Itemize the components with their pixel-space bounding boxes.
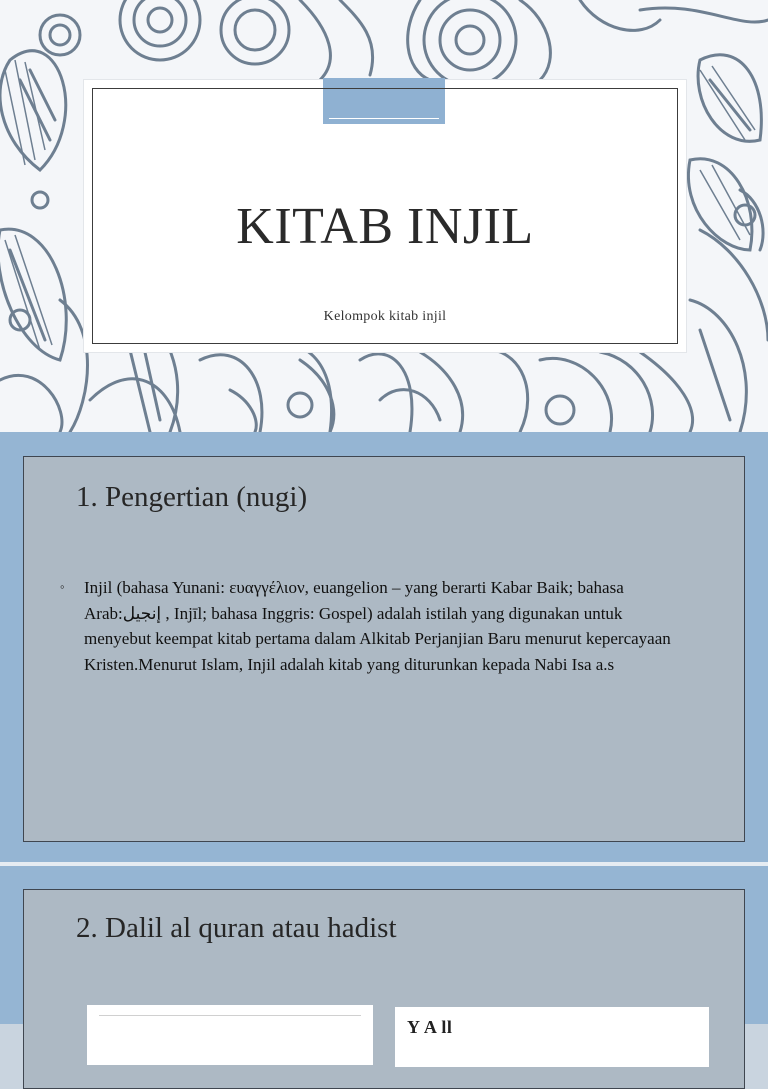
slide-heading: 1. Pengertian (nugi) [76,481,308,513]
title-card-border [92,88,678,344]
slide-heading: 2. Dalil al quran atau hadist [76,912,397,944]
slide-title: KITAB INJIL [236,198,534,255]
slide-pengertian [0,432,768,864]
bullet-icon: ◦ [60,579,65,594]
content-box [23,889,745,1089]
slide-dalil [0,866,768,1037]
bullet-item [60,575,690,677]
panel-right-text: Y A ll [407,1017,453,1037]
title-card [84,80,686,352]
bullet-text: Injil (bahasa Yunani: ευαγγέλιον, euangelion – yang berarti Kabar Baik; bahasa Arab:إنجيل , Injīl; bahasa Inggris: Gospel) adalah istilah yang digunakan untuk menyebut keempat kitab pertama dalam Alkitab Perjanjian Baru menurut kepercayaan Kristen.Menurut Islam, Injil adalah kitab yang diturunkan kepada Nabi Isa a.s [84,578,671,674]
image-panel-left [87,1005,373,1065]
content-box [23,456,745,842]
text-panel-right [395,1007,709,1067]
slide-subtitle: Kelompok kitab injil [323,309,447,324]
title-slide [0,0,768,432]
